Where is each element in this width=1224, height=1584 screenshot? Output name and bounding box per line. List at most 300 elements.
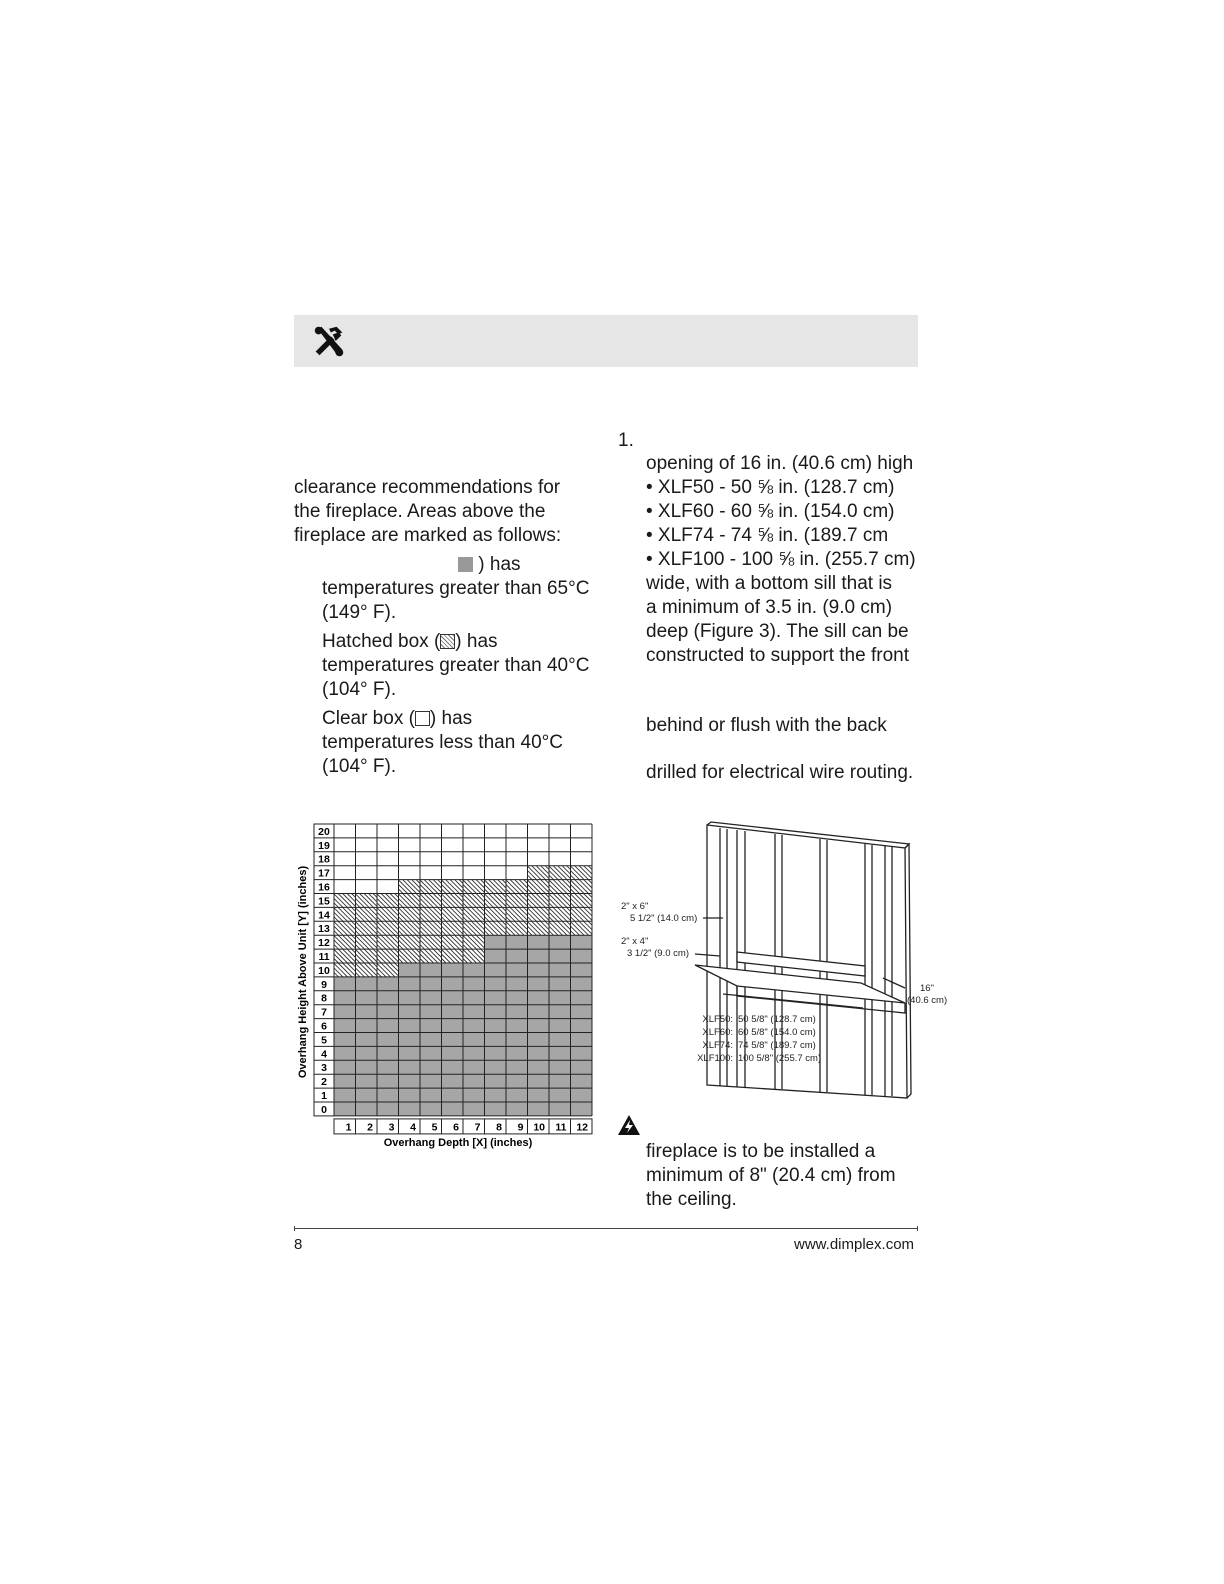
step-line: constructed to support the front — [646, 645, 909, 666]
solid-cell — [549, 949, 571, 963]
solid-cell — [528, 1019, 550, 1033]
solid-cell — [571, 1033, 593, 1047]
solid-cell — [485, 1033, 507, 1047]
solid-cell — [420, 1019, 442, 1033]
hatched-cell — [399, 894, 421, 908]
solid-cell — [549, 935, 571, 949]
solid-cell — [528, 1074, 550, 1088]
stud-6-label: 2" x 6" — [621, 901, 649, 912]
solid-cell — [334, 1033, 356, 1047]
solid-cell — [356, 1060, 378, 1074]
hatched-cell — [528, 921, 550, 935]
x-tick-label: 11 — [555, 1121, 567, 1134]
hatched-cell — [442, 907, 464, 921]
hatched-cell — [442, 894, 464, 908]
hatched-cell — [549, 880, 571, 894]
solid-cell — [442, 977, 464, 991]
solid-cell — [571, 1074, 593, 1088]
solid-cell — [571, 991, 593, 1005]
clear-line: (104° F). — [322, 756, 397, 777]
x-tick-label: 9 — [517, 1121, 524, 1134]
solid-cell — [485, 977, 507, 991]
hatched-cell — [420, 880, 442, 894]
solid-cell — [506, 1102, 528, 1116]
step-line: opening of 16 in. (40.6 cm) high — [646, 453, 914, 474]
y-tick-label: 8 — [321, 992, 327, 1005]
x-tick-label: 7 — [474, 1121, 481, 1134]
solid-cell — [506, 1019, 528, 1033]
solid-cell — [442, 1005, 464, 1019]
intro-line: the fireplace. Areas above the — [294, 501, 546, 522]
solid-description — [322, 577, 589, 625]
hatched-cell — [399, 921, 421, 935]
solid-cell — [549, 991, 571, 1005]
hatched-cell — [377, 894, 399, 908]
x-tick-label: 6 — [453, 1121, 459, 1134]
solid-cell — [442, 1074, 464, 1088]
hatched-cell — [463, 894, 485, 908]
solid-cell — [549, 1033, 571, 1047]
y-tick-label: 13 — [318, 923, 330, 936]
y-tick-label: 3 — [321, 1062, 327, 1075]
hatched-cell — [528, 894, 550, 908]
step-line: • XLF50 - 50 ⅝ in. (128.7 cm) — [646, 477, 895, 498]
hatched-cell — [420, 949, 442, 963]
y-tick-label: 0 — [321, 1103, 327, 1116]
step-line: wide, with a bottom sill that is — [646, 573, 893, 594]
solid-cell — [442, 1102, 464, 1116]
solid-cell — [506, 1088, 528, 1102]
hatched-cell — [506, 894, 528, 908]
hatched-cell — [334, 949, 356, 963]
clear-description — [322, 707, 563, 779]
framing-figure — [615, 820, 955, 1105]
hatched-cell — [356, 921, 378, 935]
step-number: 1. — [618, 430, 634, 451]
footer-rule — [294, 1228, 918, 1229]
solid-cell — [485, 935, 507, 949]
solid-cell — [356, 1019, 378, 1033]
hatched-cell — [506, 880, 528, 894]
solid-cell — [528, 1060, 550, 1074]
width-value: 100 5/8" (255.7 cm) — [738, 1053, 822, 1064]
solid-cell — [442, 1060, 464, 1074]
solid-cell — [420, 1060, 442, 1074]
hatched-cell — [463, 907, 485, 921]
height-cm-label: (40.6 cm) — [907, 995, 948, 1006]
hatched-cell — [356, 963, 378, 977]
step-line-behind: behind or flush with the back — [646, 715, 887, 736]
solid-cell — [571, 949, 593, 963]
hatched-line: (104° F). — [322, 679, 397, 700]
y-tick-label: 16 — [318, 881, 330, 894]
hatched-cell — [463, 949, 485, 963]
solid-cell — [463, 1019, 485, 1033]
page-number: 8 — [294, 1236, 303, 1253]
solid-cell — [442, 1046, 464, 1060]
width-model: XLF50: — [702, 1014, 733, 1025]
solid-cell — [377, 977, 399, 991]
solid-cell — [442, 1088, 464, 1102]
solid-cell — [528, 977, 550, 991]
y-tick-label: 6 — [321, 1020, 327, 1033]
solid-cell — [463, 1046, 485, 1060]
x-tick-label: 12 — [576, 1121, 588, 1134]
section-header-bar — [294, 315, 918, 367]
footer-tick — [917, 1226, 918, 1231]
solid-cell — [399, 1033, 421, 1047]
step-line: • XLF74 - 74 ⅝ in. (189.7 cm — [646, 525, 889, 546]
y-tick-label: 4 — [321, 1048, 327, 1061]
solid-cell — [420, 963, 442, 977]
leader-line — [883, 978, 905, 988]
hatched-cell — [356, 949, 378, 963]
solid-cell — [420, 1046, 442, 1060]
hatched-cell — [571, 921, 593, 935]
solid-cell — [485, 1046, 507, 1060]
hatched-cell — [420, 935, 442, 949]
solid-cell — [442, 963, 464, 977]
solid-cell — [377, 1019, 399, 1033]
solid-cell — [506, 991, 528, 1005]
y-tick-label: 9 — [321, 978, 327, 991]
step-line: • XLF100 - 100 ⅝ in. (255.7 cm) — [646, 549, 916, 570]
width-value: 50 5/8" (128.7 cm) — [738, 1014, 816, 1025]
solid-cell — [549, 1060, 571, 1074]
solid-cell — [506, 949, 528, 963]
solid-cell — [399, 1060, 421, 1074]
solid-cell — [399, 963, 421, 977]
solid-cell — [356, 1074, 378, 1088]
solid-cell — [528, 991, 550, 1005]
left-column — [294, 476, 561, 548]
hatched-cell — [571, 866, 593, 880]
solid-cell — [377, 1102, 399, 1116]
solid-cell — [334, 1019, 356, 1033]
solid-cell — [334, 1088, 356, 1102]
solid-cell — [399, 1005, 421, 1019]
step-text — [646, 452, 916, 668]
solid-cell — [528, 1088, 550, 1102]
hatched-cell — [463, 921, 485, 935]
solid-cell — [377, 991, 399, 1005]
hatched-cell — [442, 949, 464, 963]
y-tick-label: 5 — [321, 1034, 327, 1047]
hatched-swatch — [440, 634, 455, 649]
hatched-cell — [549, 921, 571, 935]
width-model: XLF60: — [702, 1027, 733, 1038]
solid-cell — [485, 1019, 507, 1033]
solid-cell — [571, 1019, 593, 1033]
hatched-cell — [334, 921, 356, 935]
x-tick-label: 10 — [533, 1121, 545, 1134]
solid-cell — [377, 1046, 399, 1060]
solid-cell — [549, 1074, 571, 1088]
solid-cell — [571, 1005, 593, 1019]
y-tick-label: 7 — [321, 1006, 327, 1019]
intro-line: fireplace are marked as follows: — [294, 525, 562, 546]
hatched-cell — [463, 880, 485, 894]
solid-cell — [528, 935, 550, 949]
solid-cell — [571, 935, 593, 949]
solid-cell — [506, 1005, 528, 1019]
solid-cell — [549, 1088, 571, 1102]
hatched-cell — [571, 880, 593, 894]
hatched-cell — [463, 935, 485, 949]
solid-cell — [420, 1033, 442, 1047]
solid-cell — [399, 1102, 421, 1116]
solid-cell — [506, 1046, 528, 1060]
height-label: 16" — [920, 983, 934, 994]
solid-cell — [571, 977, 593, 991]
solid-cell — [463, 1102, 485, 1116]
width-value: 60 5/8" (154.0 cm) — [738, 1027, 816, 1038]
hatched-cell — [420, 894, 442, 908]
hatched-cell — [399, 880, 421, 894]
hatched-cell — [506, 907, 528, 921]
warning-text — [646, 1140, 896, 1212]
width-model: XLF74: — [702, 1040, 733, 1051]
solid-cell — [506, 963, 528, 977]
solid-cell — [463, 1074, 485, 1088]
hatched-cell — [420, 921, 442, 935]
solid-cell — [356, 991, 378, 1005]
step-line-drilled: drilled for electrical wire routing. — [646, 762, 914, 783]
solid-cell — [463, 963, 485, 977]
solid-cell — [399, 977, 421, 991]
solid-cell — [356, 1005, 378, 1019]
hatched-cell — [485, 921, 507, 935]
website-url: www.dimplex.com — [794, 1236, 915, 1253]
solid-cell — [420, 977, 442, 991]
solid-gray-swatch — [458, 557, 473, 572]
solid-suffix: ) has — [478, 554, 521, 575]
y-tick-label: 10 — [318, 964, 330, 977]
solid-cell — [420, 1088, 442, 1102]
step-line: • XLF60 - 60 ⅝ in. (154.0 cm) — [646, 501, 895, 522]
hatched-cell — [334, 963, 356, 977]
solid-cell — [485, 963, 507, 977]
hatched-cell — [442, 935, 464, 949]
solid-cell — [571, 1102, 593, 1116]
hatched-cell — [549, 894, 571, 908]
hatched-cell — [334, 894, 356, 908]
hatched-cell — [399, 907, 421, 921]
solid-cell — [399, 1088, 421, 1102]
clear-prefix: Clear box ( — [322, 708, 415, 729]
solid-cell — [356, 1088, 378, 1102]
solid-cell — [420, 991, 442, 1005]
solid-cell — [506, 935, 528, 949]
hatched-cell — [571, 907, 593, 921]
y-tick-label: 17 — [318, 867, 330, 880]
clear-swatch — [415, 711, 430, 726]
hatched-cell — [485, 880, 507, 894]
solid-cell — [334, 991, 356, 1005]
hatched-cell — [377, 935, 399, 949]
solid-cell — [485, 949, 507, 963]
solid-cell — [485, 1060, 507, 1074]
y-tick-label: 1 — [321, 1090, 327, 1102]
solid-cell — [528, 1102, 550, 1116]
y-tick-label: 11 — [318, 951, 330, 963]
x-tick-label: 1 — [345, 1121, 352, 1134]
solid-cell — [377, 1074, 399, 1088]
intro-line: clearance recommendations for — [294, 477, 561, 498]
hatched-cell — [485, 894, 507, 908]
stud-4-label: 2" x 4" — [621, 936, 649, 947]
hatched-cell — [399, 935, 421, 949]
hatched-cell — [420, 907, 442, 921]
x-tick-label: 3 — [388, 1121, 395, 1134]
solid-cell — [356, 977, 378, 991]
y-tick-label: 12 — [318, 937, 330, 950]
solid-cell — [334, 977, 356, 991]
hatched-cell — [334, 935, 356, 949]
solid-cell — [442, 991, 464, 1005]
y-tick-label: 18 — [318, 853, 330, 866]
y-tick-label: 19 — [318, 839, 330, 852]
solid-cell — [571, 1046, 593, 1060]
solid-cell — [463, 1060, 485, 1074]
solid-cell — [377, 1060, 399, 1074]
solid-cell — [399, 991, 421, 1005]
y-tick-label: 14 — [318, 909, 330, 922]
hatched-legend-line — [322, 630, 589, 654]
hatched-cell — [485, 907, 507, 921]
hatched-cell — [377, 907, 399, 921]
solid-cell — [485, 991, 507, 1005]
solid-cell — [528, 963, 550, 977]
solid-cell — [334, 1102, 356, 1116]
solid-cell — [377, 1088, 399, 1102]
hatched-suffix: ) has — [455, 631, 498, 652]
hatched-cell — [356, 894, 378, 908]
hatched-prefix: Hatched box ( — [322, 631, 441, 652]
footer-tick — [294, 1226, 295, 1231]
hatched-cell — [442, 880, 464, 894]
solid-cell — [549, 1019, 571, 1033]
solid-cell — [399, 1046, 421, 1060]
clear-suffix: ) has — [429, 708, 473, 729]
solid-line: (149° F). — [322, 602, 397, 623]
solid-cell — [399, 1019, 421, 1033]
hatched-cell — [377, 921, 399, 935]
solid-cell — [571, 1060, 593, 1074]
solid-cell — [442, 1019, 464, 1033]
warning-line: fireplace is to be installed a — [646, 1141, 876, 1162]
hatched-cell — [549, 907, 571, 921]
solid-cell — [377, 1005, 399, 1019]
tools-icon — [310, 323, 348, 361]
electrical-warning-icon — [617, 1114, 641, 1136]
hatched-cell — [528, 907, 550, 921]
solid-cell — [334, 1060, 356, 1074]
solid-cell — [485, 1074, 507, 1088]
hatched-line: temperatures greater than 40°C — [322, 655, 590, 676]
solid-cell — [442, 1033, 464, 1047]
hatched-cell — [549, 866, 571, 880]
warning-line: minimum of 8" (20.4 cm) from — [646, 1165, 896, 1186]
warning-line: the ceiling. — [646, 1189, 737, 1210]
hatched-cell — [571, 894, 593, 908]
solid-cell — [528, 1046, 550, 1060]
clear-line: temperatures less than 40°C — [322, 732, 563, 753]
solid-cell — [485, 1005, 507, 1019]
solid-cell — [356, 1033, 378, 1047]
chart-y-axis-title: Overhang Height Above Unit [Y] (inches) — [297, 865, 309, 1079]
solid-cell — [463, 991, 485, 1005]
step-line: a minimum of 3.5 in. (9.0 cm) — [646, 597, 893, 618]
clear-legend-line — [322, 707, 563, 731]
clearance-chart — [292, 820, 602, 1155]
chart-x-axis-title: Overhang Depth [X] (inches) — [383, 1137, 533, 1149]
solid-cell — [334, 1005, 356, 1019]
solid-cell — [420, 1005, 442, 1019]
x-tick-label: 5 — [431, 1121, 438, 1134]
solid-cell — [463, 1005, 485, 1019]
solid-cell — [506, 1074, 528, 1088]
hatched-cell — [528, 866, 550, 880]
hatched-cell — [377, 963, 399, 977]
solid-line: temperatures greater than 65°C — [322, 578, 590, 599]
solid-cell — [528, 949, 550, 963]
solid-cell — [528, 1005, 550, 1019]
x-tick-label: 2 — [367, 1121, 373, 1134]
hatched-cell — [528, 880, 550, 894]
solid-cell — [356, 1046, 378, 1060]
hatched-cell — [334, 907, 356, 921]
hatched-cell — [399, 949, 421, 963]
hatched-cell — [506, 921, 528, 935]
x-tick-label: 8 — [496, 1121, 502, 1134]
solid-cell — [399, 1074, 421, 1088]
solid-cell — [549, 1102, 571, 1116]
solid-cell — [549, 963, 571, 977]
solid-cell — [571, 963, 593, 977]
y-tick-label: 15 — [318, 895, 330, 908]
solid-box-legend — [458, 553, 521, 577]
hatched-cell — [442, 921, 464, 935]
stud-6-dim: 5 1/2" (14.0 cm) — [630, 913, 698, 924]
step-line: deep (Figure 3). The sill can be — [646, 621, 909, 642]
solid-cell — [334, 1046, 356, 1060]
stud-4-dim: 3 1/2" (9.0 cm) — [627, 948, 689, 959]
solid-cell — [420, 1074, 442, 1088]
hatched-cell — [356, 935, 378, 949]
y-tick-label: 2 — [321, 1076, 327, 1089]
solid-cell — [506, 1060, 528, 1074]
hatched-description — [322, 630, 589, 702]
solid-cell — [571, 1088, 593, 1102]
solid-cell — [463, 977, 485, 991]
solid-cell — [463, 1033, 485, 1047]
hatched-cell — [356, 907, 378, 921]
y-tick-label: 20 — [318, 825, 330, 838]
solid-cell — [485, 1088, 507, 1102]
solid-cell — [506, 977, 528, 991]
solid-cell — [356, 1102, 378, 1116]
solid-cell — [549, 1005, 571, 1019]
solid-cell — [334, 1074, 356, 1088]
solid-cell — [549, 977, 571, 991]
solid-cell — [485, 1102, 507, 1116]
solid-cell — [463, 1088, 485, 1102]
hatched-cell — [377, 949, 399, 963]
solid-cell — [549, 1046, 571, 1060]
solid-cell — [528, 1033, 550, 1047]
width-model: XLF100: — [697, 1053, 733, 1064]
